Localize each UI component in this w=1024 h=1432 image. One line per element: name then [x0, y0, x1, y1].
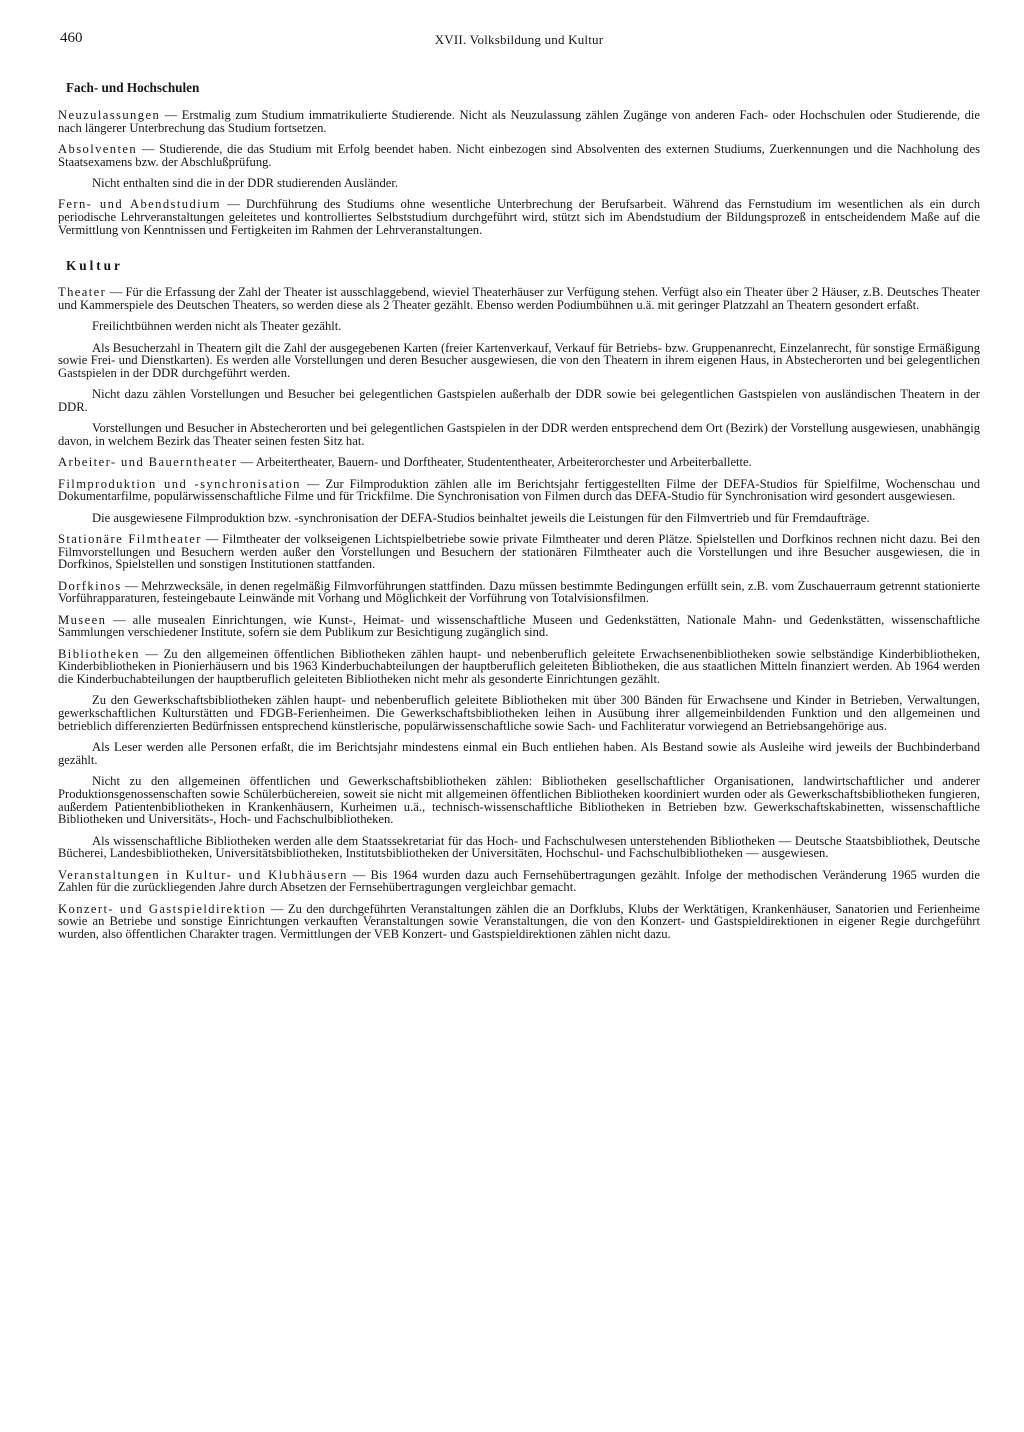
definition-paragraph: [58, 109, 980, 134]
section-heading: Kultur: [66, 258, 123, 274]
definition-paragraph: [58, 869, 980, 894]
paragraph-text: — Filmtheater der volkseigenen Lichtspielbetriebe sowie private Filmtheater und deren Plätze. Spielstellen und Dorfkinos rechnen nicht dazu. Bei den Filmvorstellungen und Besuchern werden außer den Vorstellungen und Besuchern der stationären Filmtheater auch die Vorstellungen und ihre Besucher ausgewiesen, die in Dorfkinos, Spielstellen und sonstigen Institutionen stattfanden.: [58, 532, 981, 572]
paragraph-text: Nicht dazu zählen Vorstellungen und Besucher bei gelegentlichen Gastspielen außerhalb der DDR sowie bei gelegentlichen Gastspielen von ausländischen Theatern in der DDR.: [58, 387, 980, 415]
definition-paragraph: [58, 143, 980, 168]
defined-term: Theater: [58, 285, 107, 300]
defined-term: Filmproduktion und -synchronisation: [58, 476, 301, 491]
paragraph-text: Nicht zu den allgemeinen öffentlichen und Gewerkschaftsbibliotheken zählen: Bibliotheken gesellschaftlicher Organisationen, landwirtschaftlicher und anderer Produktionsgenossenschaften sowie Schülerbüchereien, soweit sie nicht mit allgemeinen öffentlichen Bibliotheken koordiniert wurden oder als Gewerkschaftsbibliotheken fungieren, außerdem Patientenbibliotheken in Krankenhäusern, Kurheimen u.ä., technisch-wissenschaftliche Bibliotheken in Betrieben bzw. Gewerkschaftskabinetten, wissenschaftliche Bibliotheken und Universitäts-, Hoch- und Fachschulbibliotheken.: [58, 774, 980, 827]
paragraph-text: — Arbeitertheater, Bauern- und Dorftheater, Studententheater, Arbeiterorchester und Arbeiterballette.: [237, 455, 752, 470]
body-paragraph: [58, 512, 980, 525]
body-paragraph: [58, 741, 980, 766]
paragraph-text: — Studierende, die das Studium mit Erfolg beendet haben. Nicht einbezogen sind Absolventen des externen Studiums, Zuerkennungen und die Nachholung des Staatsexamens bzw. der Abschlußprüfung.: [58, 142, 980, 169]
running-head: XVII. Volksbildung und Kultur: [434, 32, 604, 47]
paragraph-text: Nicht enthalten sind die in der DDR studierenden Ausländer.: [92, 176, 399, 190]
paragraph-text: — Für die Erfassung der Zahl der Theater ist ausschlaggebend, wieviel Theaterhäuser zur Verfügung stehen. Verfügt also ein Theater über 2 Häuser, z.B. Deutsches Theater und Kammerspiele des Deutschen Theaters, so werden diese als 2 Theater gezählt. Ebenso werden Podiumbühnen u.ä. mit geringer Platzzahl an Theatern gesondert erfaßt.: [58, 285, 980, 313]
defined-term: Arbeiter- und Bauerntheater: [58, 455, 238, 470]
definition-paragraph: [58, 478, 980, 503]
defined-term: Museen: [58, 612, 107, 627]
body-paragraph: [58, 320, 980, 333]
body-paragraph: [58, 835, 980, 860]
definition-paragraph: [58, 648, 980, 686]
paragraph-text: Vorstellungen und Besucher in Abstecherorten und bei gelegentlichen Gastspielen in der DDR werden entsprechend dem Ort (Bezirk) der Vorstellung ausgewiesen, unabhängig davon, in welchem Bezirk das Theater seinen festen Sitz hat.: [58, 421, 980, 449]
document-page: [58, 30, 980, 949]
defined-term: Neuzulassungen: [58, 108, 161, 122]
paragraph-text: — Mehrzwecksäle, in denen regelmäßig Filmvorführungen stattfinden. Dazu müssen bestimmte Bedingungen erfüllt sein, z.B. vom Zuschauerraum getrennt stationierte Vorführapparaturen, festeingebaute Leinwände mit Vorhang und Möglichkeit der Vorführung von Totalvisionsfilmen.: [58, 578, 980, 606]
paragraph-text: — Zur Filmproduktion zählen alle im Berichtsjahr fertiggestellten Filme der DEFA-Studios für Spielfilme, Wochenschau und Dokumentarfilme, populärwissenschaftliche Filme und für Trickfilme. Die Synchronisation von Filmen durch das DEFA-Studio für Synchronisation wird gesondert ausgewiesen.: [58, 476, 980, 504]
defined-term: Veranstaltungen in Kultur- und Klubhäusern: [58, 867, 348, 882]
page-header: [58, 30, 980, 54]
defined-term: Konzert- und Gastspieldirektion: [58, 901, 267, 916]
paragraph-text: Zu den Gewerkschaftsbibliotheken zählen haupt- und nebenberuflich geleitete Bibliotheken mit über 300 Bänden für Erwachsene und Kinder in Betrieben, Verwaltungen, gewerkschaftlichen Kulturstätten und FDGB-Ferienheimen. Die Gewerkschaftsbibliotheken leihen in Ausübung ihrer allgemeinbildenden Funktion und den allgemeinen und betrieblich differenzierten Bedürfnissen entsprechend künstlerische, populärwissenschaftliche sowie Sach- und Fachliteratur vorwiegend an Betriebsangehörige aus.: [58, 693, 980, 733]
paragraph-text: Die ausgewiesene Filmproduktion bzw. -synchronisation der DEFA-Studios beinhaltet jeweils die Leistungen für den Filmvertrieb und für Fremdaufträge.: [92, 510, 870, 525]
body-paragraph: [58, 422, 980, 447]
paragraph-text: — Durchführung des Studiums ohne wesentliche Unterbrechung der Berufsarbeit. Während das Fernstudium im wesentlichen als ein durch periodische Lehrveranstaltungen geleitetes und kontrolliertes Selbststudium durchgeführt wird, stützt sich im Abendstudium der Bildungsprozeß in entscheidendem Maße auf die Vermittlung von Kenntnissen und Fertigkeiten im Rahmen der Lehrveranstaltungen.: [58, 197, 981, 237]
body-paragraph: [58, 694, 980, 732]
definition-paragraph: [58, 533, 980, 571]
defined-term: Absolventen: [58, 142, 138, 156]
body-paragraph: [58, 177, 980, 190]
paragraph-text: Als Besucherzahl in Theatern gilt die Zahl der ausgegebenen Karten (freier Kartenverkauf, Verkauf für Betriebs- bzw. Gruppenanrecht, Einzelanrecht, für sonstige Ermäßigung sowie Frei- und Dienstkarten). Es werden alle Vorstellungen und deren Besucher ausgewiesen, die von den Theatern in ihrem eigenen Haus, in Abstecherorten und bei gelegentlichen Gastspielen in der DDR durchgeführt werden.: [58, 340, 980, 381]
section-heading: Fach- und Hochschulen: [66, 80, 200, 95]
page-body: [58, 80, 980, 941]
page-number: 460: [60, 30, 83, 46]
paragraph-text: — Zu den durchgeführten Veranstaltungen zählen die an Dorfklubs, Klubs der Werktätigen, Krankenhäuser, Sanatorien und Ferienheime sowie an Betriebe und sonstige Einrichtungen verkauften Veranstaltungen sowie Veranstaltungen, die von den Konzert- und Gastspieldirektionen in eigener Regie durchgeführt wurden, also öffentlichen Charakter tragen. Vermittlungen der VEB Konzert- und Gastspieldirektionen zählen nicht dazu.: [58, 901, 980, 941]
definition-paragraph: [58, 614, 980, 639]
definition-paragraph: [58, 456, 980, 469]
defined-term: Fern- und Abendstudium: [58, 197, 221, 212]
body-paragraph: [58, 342, 980, 380]
paragraph-text: — Bis 1964 wurden dazu auch Fernsehübertragungen gezählt. Infolge der methodischen Veränderung 1965 wurden die Zahlen für die zurückliegenden Jahre durch Absetzen der Fernsehübertragungen vergleichbar gemacht.: [58, 867, 981, 895]
definition-paragraph: [58, 580, 980, 605]
paragraph-text: Freilichtbühnen werden nicht als Theater gezählt.: [92, 319, 342, 334]
definition-paragraph: [58, 903, 980, 941]
body-paragraph: [58, 388, 980, 413]
defined-term: Dorfkinos: [58, 578, 122, 593]
definition-paragraph: [58, 286, 980, 311]
paragraph-text: Als wissenschaftliche Bibliotheken werden alle dem Staatssekretariat für das Hoch- und Fachschulwesen unterstehenden Bibliotheken — Deutsche Staatsbibliothek, Deutsche Bücherei, Landesbibliotheken, Universitätsbibliotheken, Institutsbibliotheken der Universitäten, Hochschul- und Fachschulbibliotheken — ausgewiesen.: [58, 833, 980, 861]
defined-term: Bibliotheken: [58, 646, 140, 661]
paragraph-text: Als Leser werden alle Personen erfaßt, die im Berichtsjahr mindestens einmal ein Buch entliehen haben. Als Bestand sowie als Ausleihe wird jeweils der Buchbinderband gezählt.: [58, 740, 980, 767]
defined-term: Stationäre Filmtheater: [58, 532, 202, 546]
paragraph-text: — Zu den allgemeinen öffentlichen Bibliotheken zählen haupt- und nebenberuflich geleitete Erwachsenenbibliotheken sowie selbständige Kinderbibliotheken, Kinderbibliotheken in Pionierhäusern und bis 1963 Kinderbuchabteilungen der hauptberuflich geleiteten Bibliotheken, die aus staatlichen Mitteln finanziert werden. Ab 1964 werden die Kinderbuchabteilungen der hauptberuflich geleiteten Bibliotheken nicht mehr als gesonderte Einrichtungen gezählt.: [58, 646, 980, 687]
paragraph-text: — Erstmalig zum Studium immatrikulierte Studierende. Nicht als Neuzulassung zählen Zugänge von anderen Fach- oder Hochschulen oder Studierende, die nach längerer Unterbrechung das Studium fortsetzen.: [58, 108, 980, 135]
definition-paragraph: [58, 198, 980, 236]
body-paragraph: [58, 775, 980, 826]
paragraph-text: — alle musealen Einrichtungen, wie Kunst-, Heimat- und wissenschaftliche Museen und Gedenkstätten, Nationale Mahn- und Gedenkstätten, wissenschaftliche Sammlungen verschiedener Institute, sofern sie dem Publikum zur Besichtigung zugänglich sind.: [58, 612, 980, 640]
